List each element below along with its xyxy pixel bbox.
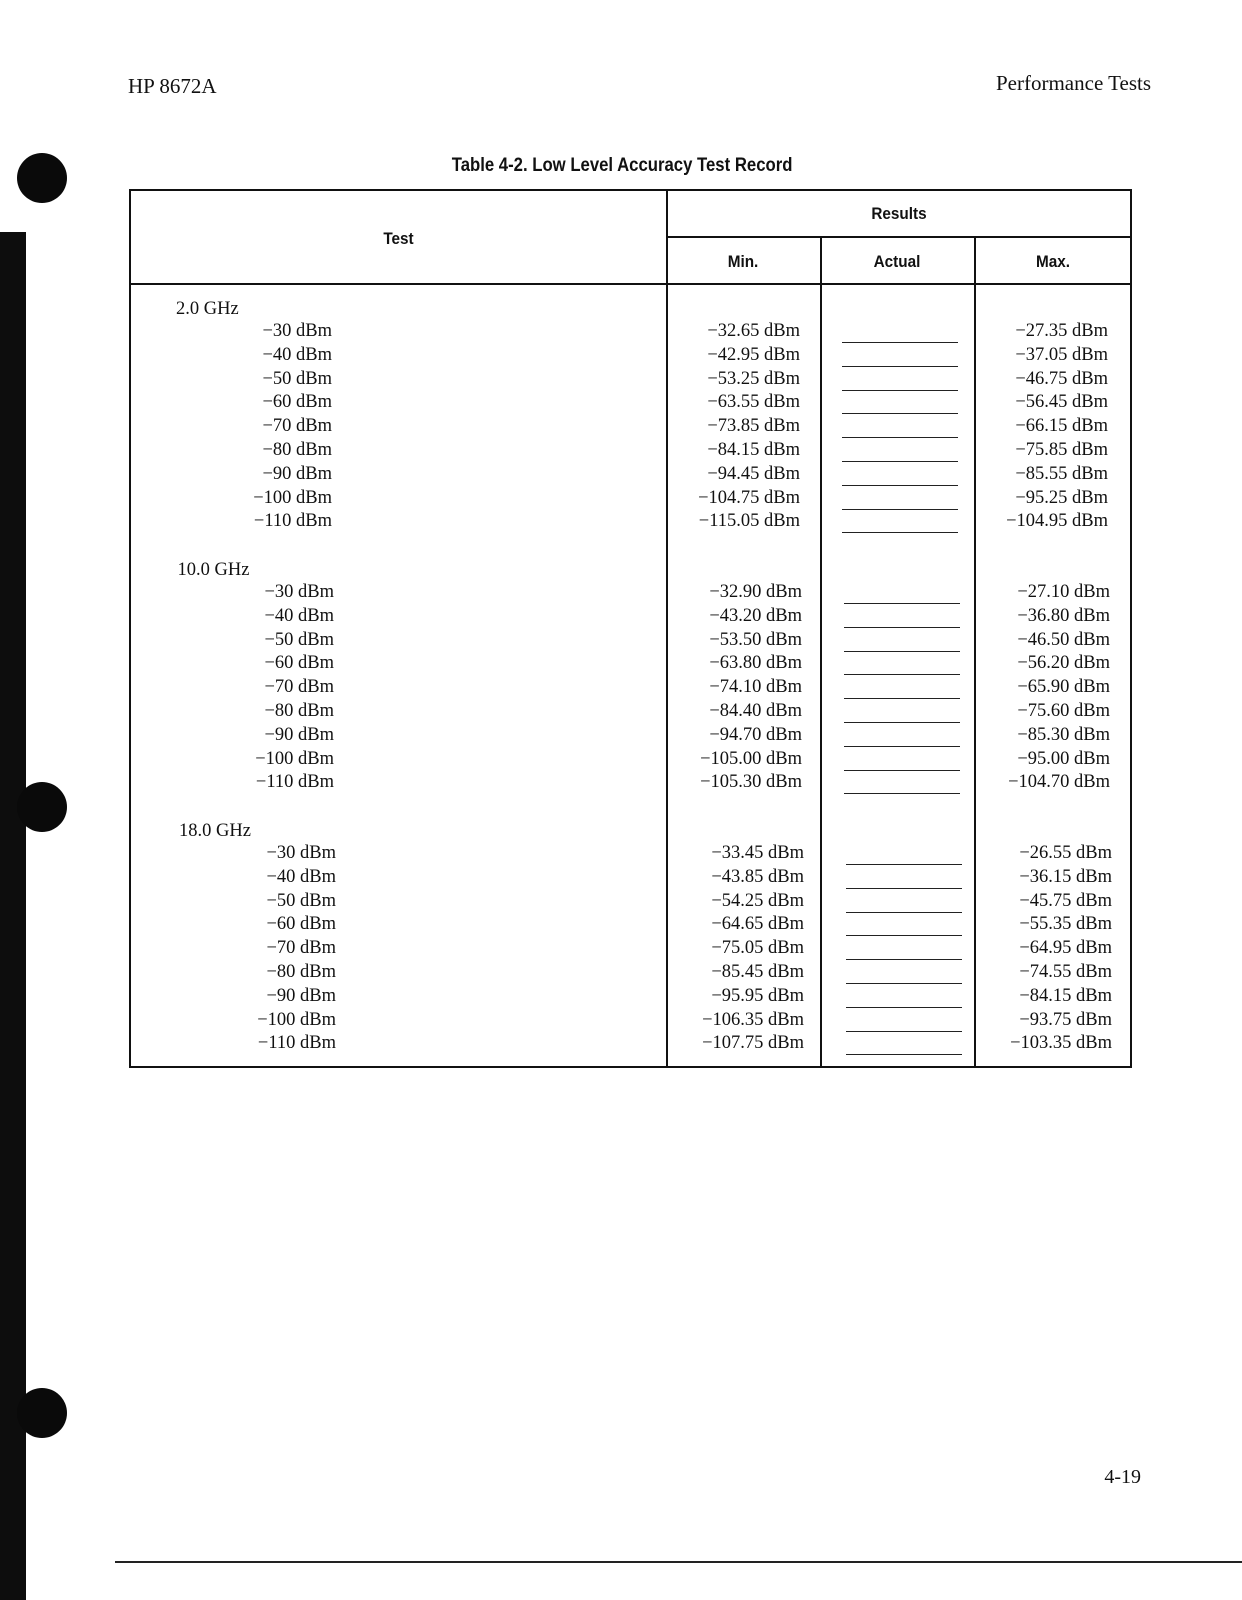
min-value: −95.95 dBm <box>711 985 804 1006</box>
test-level: −80 dBm <box>262 440 332 460</box>
min-value: −94.45 dBm <box>707 463 800 484</box>
actual-entry-blank[interactable] <box>846 1054 962 1055</box>
binding-edge <box>0 232 26 1600</box>
test-level: −30 dBm <box>266 843 336 863</box>
max-value: −36.15 dBm <box>1019 866 1112 887</box>
max-value: −66.15 dBm <box>1015 416 1108 437</box>
test-level: −110 dBm <box>253 511 332 532</box>
min-value: −32.65 dBm <box>707 321 800 341</box>
max-value: −103.35 dBm <box>1010 1033 1112 1054</box>
test-level: −90 dBm <box>262 463 332 484</box>
min-value: −74.10 dBm <box>709 677 802 698</box>
test-level: −80 dBm <box>264 701 334 721</box>
frequency-heading: 10.0 GHz <box>177 560 250 580</box>
actual-entry-blank[interactable] <box>842 390 958 391</box>
column-header-results: Results <box>871 204 927 223</box>
test-level: −100 dBm <box>257 1009 336 1030</box>
actual-entry-blank[interactable] <box>842 485 958 486</box>
actual-entry-blank[interactable] <box>846 1007 962 1008</box>
actual-entry-blank[interactable] <box>844 722 960 723</box>
column-divider <box>666 191 668 1066</box>
min-value: −63.55 dBm <box>707 392 800 413</box>
min-value: −63.80 dBm <box>709 653 802 674</box>
max-value: −46.50 dBm <box>1017 629 1110 650</box>
max-value: −75.60 dBm <box>1017 701 1110 721</box>
header-section: Performance Tests <box>995 71 1151 95</box>
min-value: −54.25 dBm <box>711 890 804 911</box>
max-value: −93.75 dBm <box>1019 1009 1112 1030</box>
table-title: Table 4-2. Low Level Accuracy Test Record <box>451 155 793 176</box>
actual-entry-blank[interactable] <box>842 366 958 367</box>
max-value: −95.00 dBm <box>1017 748 1110 769</box>
actual-entry-blank[interactable] <box>846 1031 962 1032</box>
max-value: −56.45 dBm <box>1015 392 1108 413</box>
column-divider <box>820 236 822 1066</box>
test-level: −60 dBm <box>262 392 332 413</box>
test-level: −60 dBm <box>264 653 334 674</box>
actual-entry-blank[interactable] <box>842 437 958 438</box>
max-value: −85.55 dBm <box>1015 463 1108 484</box>
max-value: −64.95 dBm <box>1019 938 1112 959</box>
min-value: −73.85 dBm <box>707 416 800 437</box>
test-level: −100 dBm <box>255 748 334 769</box>
actual-entry-blank[interactable] <box>842 509 958 510</box>
min-value: −107.75 dBm <box>702 1033 804 1054</box>
max-value: −46.75 dBm <box>1015 368 1108 389</box>
max-value: −27.35 dBm <box>1015 321 1108 341</box>
max-value: −37.05 dBm <box>1015 344 1108 365</box>
test-level: −30 dBm <box>264 582 334 602</box>
test-level: −70 dBm <box>264 677 334 698</box>
frequency-heading: 2.0 GHz <box>176 299 239 319</box>
binder-hole <box>17 1388 67 1438</box>
test-level: −30 dBm <box>262 321 332 341</box>
footer-rule <box>115 1561 1242 1563</box>
binder-hole <box>17 153 67 203</box>
max-value: −74.55 dBm <box>1019 962 1112 982</box>
max-value: −56.20 dBm <box>1017 653 1110 674</box>
column-divider <box>974 236 976 1066</box>
min-value: −43.85 dBm <box>711 866 804 887</box>
min-value: −75.05 dBm <box>711 938 804 959</box>
max-value: −55.35 dBm <box>1019 914 1112 935</box>
min-value: −42.95 dBm <box>707 344 800 365</box>
test-level: −40 dBm <box>262 344 332 365</box>
actual-entry-blank[interactable] <box>844 627 960 628</box>
min-value: −106.35 dBm <box>702 1009 804 1030</box>
max-value: −27.10 dBm <box>1017 582 1110 602</box>
max-value: −84.15 dBm <box>1019 985 1112 1006</box>
min-value: −115.05 dBm <box>698 511 800 532</box>
actual-entry-blank[interactable] <box>842 461 958 462</box>
test-record-table <box>129 189 1132 1068</box>
actual-entry-blank[interactable] <box>846 959 962 960</box>
binder-hole <box>17 782 67 832</box>
test-level: −90 dBm <box>266 985 336 1006</box>
max-value: −85.30 dBm <box>1017 724 1110 745</box>
test-level: −110 dBm <box>257 1033 336 1054</box>
frequency-heading: 18.0 GHz <box>179 821 251 841</box>
test-level: −70 dBm <box>266 938 336 959</box>
actual-entry-blank[interactable] <box>844 746 960 747</box>
column-header-max: Max. <box>1035 252 1071 271</box>
actual-entry-blank[interactable] <box>846 888 962 889</box>
actual-entry-blank[interactable] <box>842 413 958 414</box>
min-value: −85.45 dBm <box>711 962 804 982</box>
test-level: −40 dBm <box>266 866 336 887</box>
max-value: −104.95 dBm <box>1006 511 1108 532</box>
min-value: −43.20 dBm <box>709 605 802 626</box>
test-level: −90 dBm <box>264 724 334 745</box>
actual-entry-blank[interactable] <box>844 698 960 699</box>
actual-entry-blank[interactable] <box>846 864 962 865</box>
min-value: −33.45 dBm <box>711 843 804 863</box>
actual-entry-blank[interactable] <box>844 651 960 652</box>
page-number: 4-19 <box>1104 1466 1141 1488</box>
actual-entry-blank[interactable] <box>842 342 958 343</box>
test-level: −70 dBm <box>262 416 332 437</box>
max-value: −75.85 dBm <box>1015 440 1108 460</box>
actual-entry-blank[interactable] <box>844 793 960 794</box>
header-divider <box>666 236 1130 238</box>
max-value: −95.25 dBm <box>1015 487 1108 508</box>
column-header-min: Min. <box>727 252 759 271</box>
max-value: −65.90 dBm <box>1017 677 1110 698</box>
max-value: −45.75 dBm <box>1019 890 1112 911</box>
test-level: −50 dBm <box>264 629 334 650</box>
min-value: −32.90 dBm <box>709 582 802 602</box>
max-value: −104.70 dBm <box>1008 772 1110 793</box>
min-value: −84.40 dBm <box>709 701 802 721</box>
max-value: −26.55 dBm <box>1019 843 1112 863</box>
min-value: −53.50 dBm <box>709 629 802 650</box>
actual-entry-blank[interactable] <box>844 603 960 604</box>
test-level: −110 dBm <box>255 772 334 793</box>
test-level: −80 dBm <box>266 962 336 982</box>
actual-entry-blank[interactable] <box>844 674 960 675</box>
test-level: −40 dBm <box>264 605 334 626</box>
min-value: −94.70 dBm <box>709 724 802 745</box>
min-value: −84.15 dBm <box>707 440 800 460</box>
test-level: −100 dBm <box>253 487 332 508</box>
max-value: −36.80 dBm <box>1017 605 1110 626</box>
column-header-actual: Actual <box>873 252 921 271</box>
test-level: −50 dBm <box>266 890 336 911</box>
header-bottom-rule <box>131 283 1130 285</box>
test-level: −50 dBm <box>262 368 332 389</box>
min-value: −105.30 dBm <box>700 772 802 793</box>
min-value: −105.00 dBm <box>700 748 802 769</box>
actual-entry-blank[interactable] <box>842 532 958 533</box>
actual-entry-blank[interactable] <box>844 770 960 771</box>
column-header-test: Test <box>383 229 414 248</box>
min-value: −64.65 dBm <box>711 914 804 935</box>
actual-entry-blank[interactable] <box>846 935 962 936</box>
test-level: −60 dBm <box>266 914 336 935</box>
actual-entry-blank[interactable] <box>846 912 962 913</box>
header-model: HP 8672A <box>128 74 217 98</box>
min-value: −104.75 dBm <box>698 487 800 508</box>
actual-entry-blank[interactable] <box>846 983 962 984</box>
min-value: −53.25 dBm <box>707 368 800 389</box>
